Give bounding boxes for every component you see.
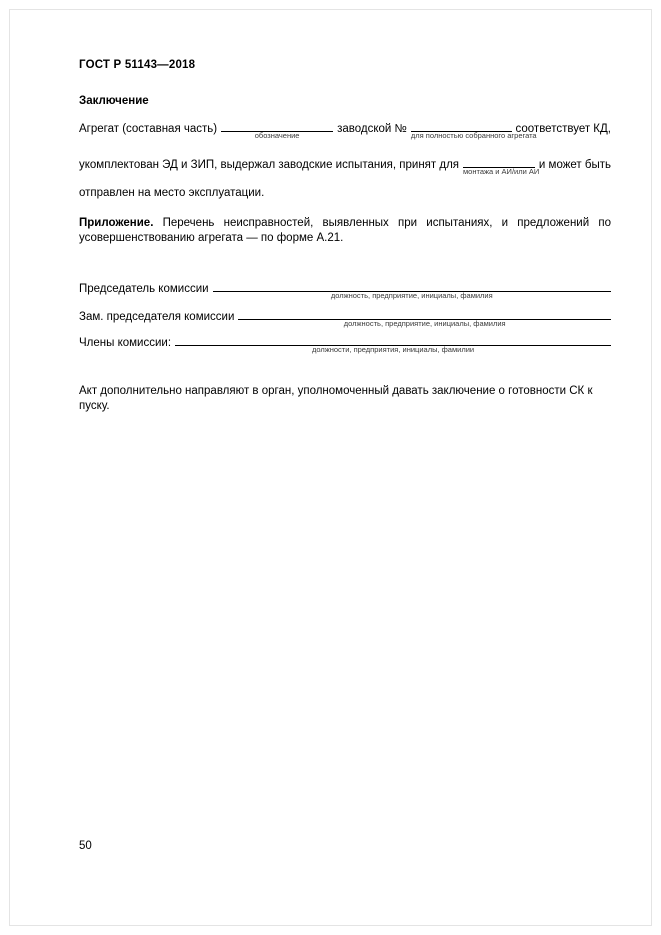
signature-row-deputy-chairman: [79, 310, 611, 328]
document-page: [79, 58, 611, 414]
signature-label: Председатель комиссии: [79, 282, 209, 295]
signature-blank: [238, 318, 611, 328]
text-segment: соответствует КД,: [515, 122, 611, 135]
signature-label: Зам. председателя комиссии: [79, 310, 235, 323]
signature-row-members: [79, 336, 611, 355]
blank-caption: монтажа и АИ/или АИ: [463, 166, 540, 176]
final-note: Акт дополнительно направляют в орган, уполномоченный давать заключение о готовности СК к пуску.: [79, 385, 593, 413]
blank-accepted-for: [463, 166, 540, 176]
blank-serial-number: [410, 130, 537, 140]
doc-header: ГОСТ Р 51143—2018: [79, 59, 196, 71]
blank-designation: [221, 130, 333, 140]
paragraph-line-2: [79, 158, 611, 176]
text-segment: заводской №: [337, 122, 407, 135]
signature-label: Члены комиссии:: [79, 337, 172, 350]
appendix-label: Приложение.: [79, 216, 154, 229]
appendix-text: Перечень неисправностей, выявленных при испытаниях, и предложений по усовершенствованию агрегата — по форме А.21.: [79, 216, 611, 244]
blank-caption: должность, предприятие, инициалы, фамилия: [343, 318, 506, 328]
blank-caption: обозначение: [254, 130, 300, 140]
paragraph-line-1: [79, 122, 611, 140]
text-segment: и может быть: [538, 158, 611, 171]
section-title: Заключение: [79, 94, 149, 107]
appendix-paragraph: [79, 216, 611, 246]
blank-caption: для полностью собранного агрегата: [410, 130, 537, 140]
text-segment: укомплектован ЭД и ЗИП, выдержал заводские испытания, принят для: [79, 158, 460, 171]
text-segment: Агрегат (составная часть): [79, 122, 218, 135]
signature-blank: [213, 290, 611, 300]
page-number: 50: [79, 840, 92, 852]
signature-blank: [175, 344, 611, 355]
blank-caption: должность, предприятие, инициалы, фамилия: [330, 290, 493, 300]
paragraph-line-3: отправлен на место эксплуатации.: [79, 186, 265, 199]
signature-row-chairman: [79, 282, 611, 300]
blank-caption: должности, предприятия, инициалы, фамилии: [311, 345, 475, 355]
